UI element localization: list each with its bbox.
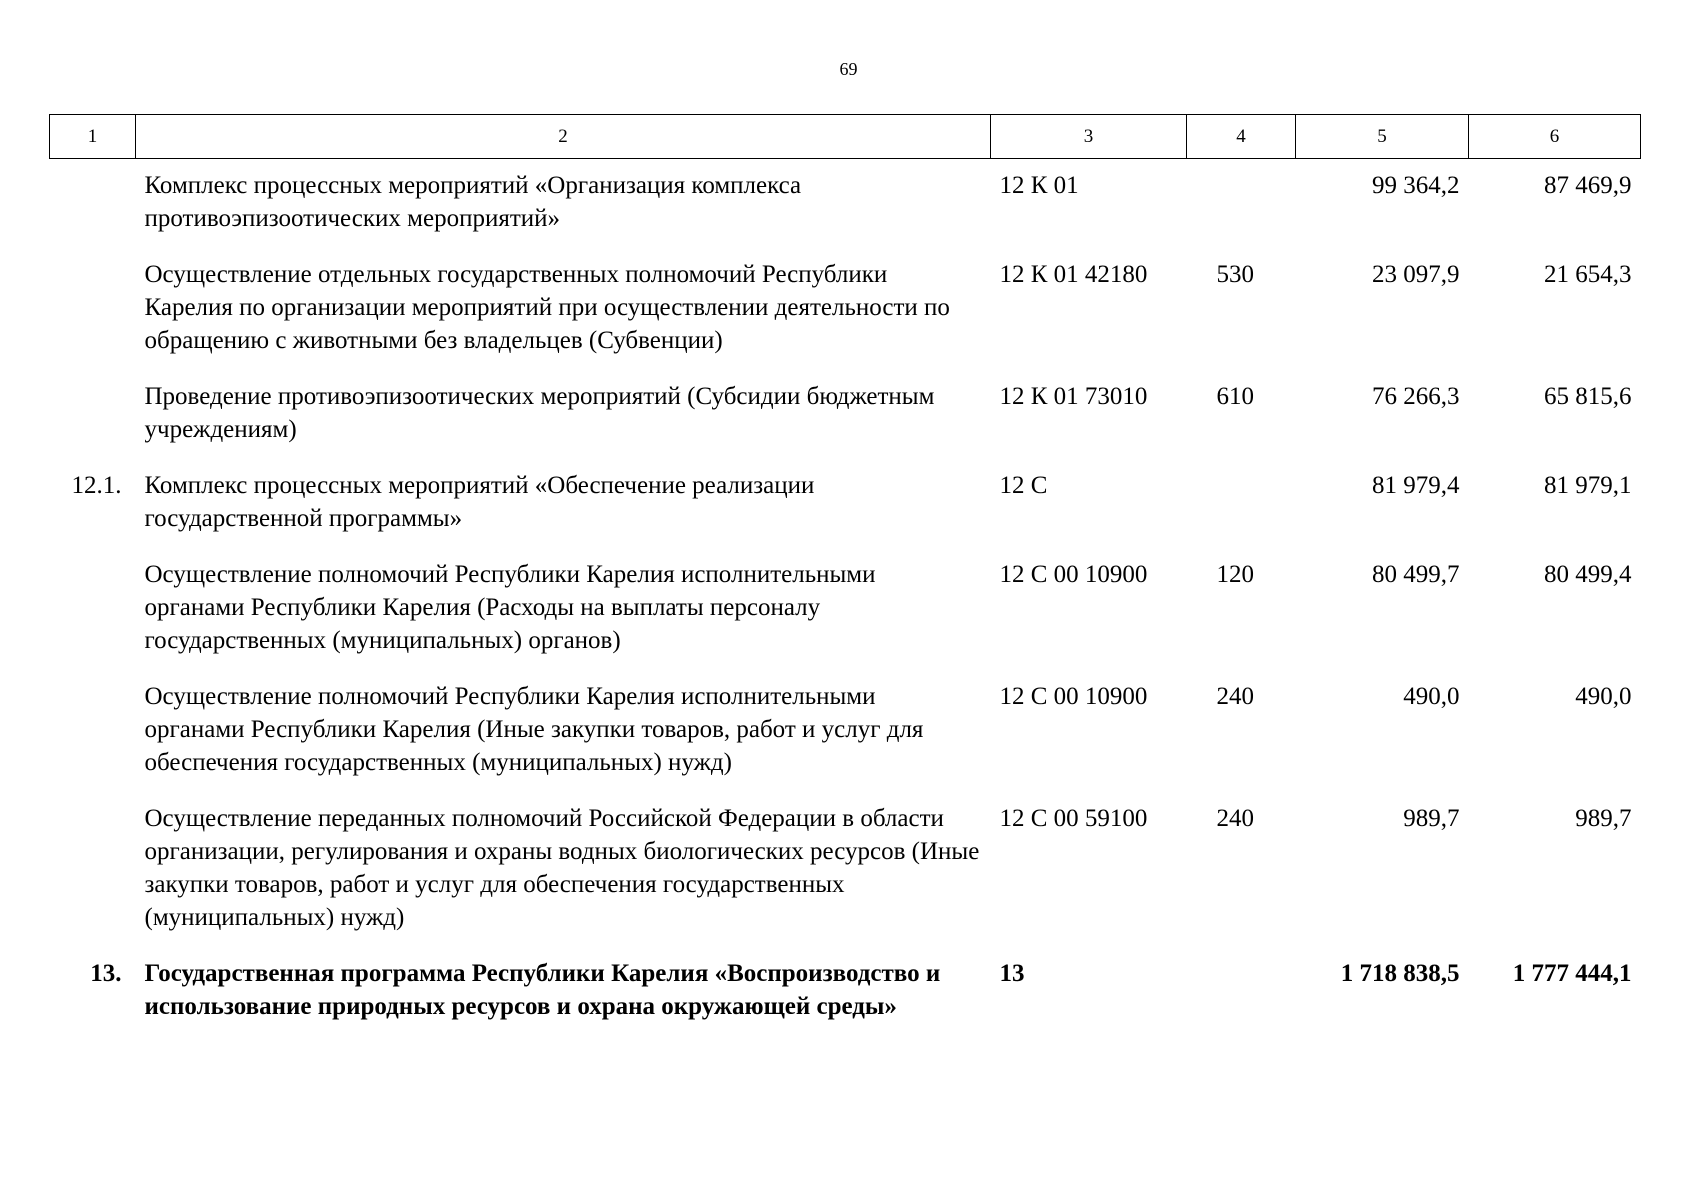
row-amount-col5-cell: 80 499,7 bbox=[1372, 561, 1460, 588]
row-amount-col5-cell: 76 266,3 bbox=[1372, 383, 1460, 410]
row-code-cell: 12 С bbox=[999, 472, 1048, 499]
row-number-cell bbox=[50, 794, 136, 949]
row-expense-type-cell bbox=[1187, 949, 1296, 1038]
row-expense-type-cell bbox=[1187, 159, 1296, 251]
row-amount-col6-cell: 490,0 bbox=[1575, 683, 1632, 710]
row-amount-col6-cell: 87 469,9 bbox=[1544, 172, 1632, 199]
row-amount-col5-cell: 490,0 bbox=[1403, 683, 1460, 710]
row-amount-col5-cell: 99 364,2 bbox=[1372, 172, 1460, 199]
budget-table bbox=[49, 114, 1641, 1038]
row-expense-type-cell: 610 bbox=[1216, 383, 1254, 410]
table-row bbox=[50, 159, 1641, 251]
header-col-3: 3 bbox=[991, 115, 1187, 159]
page-number: 69 bbox=[839, 59, 858, 79]
table-row bbox=[50, 372, 1641, 461]
row-amount-col5-cell: 989,7 bbox=[1403, 805, 1460, 832]
row-name-cell: Проведение противоэпизоотических мероприятий (Субсидии бюджетным учреждениям) bbox=[144, 383, 935, 443]
row-expense-type-cell: 240 bbox=[1216, 805, 1254, 832]
row-code-cell: 12 С 00 10900 bbox=[999, 561, 1148, 588]
row-name-cell: Осуществление полномочий Республики Карелия исполнительными органами Республики Карелия (Расходы на выплаты персоналу государственных (муниципальных) органов) bbox=[144, 561, 876, 654]
row-amount-col6-cell: 1 777 444,1 bbox=[1512, 960, 1632, 987]
table-row bbox=[50, 550, 1641, 672]
table-body bbox=[50, 159, 1641, 1039]
row-expense-type-cell: 240 bbox=[1216, 683, 1254, 710]
row-amount-col5-cell: 1 718 838,5 bbox=[1340, 960, 1460, 987]
row-amount-col5-cell: 23 097,9 bbox=[1372, 261, 1460, 288]
header-col-4: 4 bbox=[1187, 115, 1296, 159]
header-col-5: 5 bbox=[1296, 115, 1469, 159]
table-header bbox=[50, 115, 1641, 159]
row-number-cell bbox=[50, 159, 136, 251]
row-amount-col6-cell: 81 979,1 bbox=[1544, 472, 1632, 499]
row-name-cell: Государственная программа Республики Карелия «Воспроизводство и использование природных ресурсов и охрана окружающей среды» bbox=[144, 960, 941, 1020]
row-number-cell bbox=[50, 550, 136, 672]
row-expense-type-cell: 530 bbox=[1216, 261, 1254, 288]
row-name-cell: Осуществление переданных полномочий Российской Федерации в области организации, регулирования и охраны водных биологических ресурсов (Иные закупки товаров, работ и услуг для обеспечения государственных (муниципальных) нужд) bbox=[144, 805, 980, 931]
row-number-cell: 13. bbox=[90, 960, 122, 987]
row-code-cell: 12 С 00 59100 bbox=[999, 805, 1148, 832]
row-code-cell: 12 С 00 10900 bbox=[999, 683, 1148, 710]
row-amount-col5-cell: 81 979,4 bbox=[1372, 472, 1460, 499]
row-code-cell: 12 К 01 73010 bbox=[999, 383, 1148, 410]
row-code-cell: 13 bbox=[999, 960, 1025, 987]
row-amount-col6-cell: 80 499,4 bbox=[1544, 561, 1632, 588]
row-expense-type-cell bbox=[1187, 461, 1296, 550]
table-row bbox=[50, 461, 1641, 550]
row-amount-col6-cell: 21 654,3 bbox=[1544, 261, 1632, 288]
row-name-cell: Комплекс процессных мероприятий «Организация комплекса противоэпизоотических мероприятий» bbox=[144, 172, 802, 232]
row-expense-type-cell: 120 bbox=[1216, 561, 1254, 588]
row-number-cell bbox=[50, 372, 136, 461]
row-number-cell: 12.1. bbox=[71, 472, 122, 499]
table-row bbox=[50, 672, 1641, 794]
row-number-cell bbox=[50, 250, 136, 372]
header-col-1: 1 bbox=[50, 115, 136, 159]
row-amount-col6-cell: 989,7 bbox=[1575, 805, 1632, 832]
row-number-cell bbox=[50, 672, 136, 794]
row-code-cell: 12 К 01 42180 bbox=[999, 261, 1148, 288]
row-name-cell: Осуществление полномочий Республики Карелия исполнительными органами Республики Карелия (Иные закупки товаров, работ и услуг для обеспечения государственных (муниципальных) нужд) bbox=[144, 683, 924, 776]
header-col-2: 2 bbox=[136, 115, 991, 159]
header-row bbox=[50, 115, 1641, 159]
row-name-cell: Комплекс процессных мероприятий «Обеспечение реализации государственной программы» bbox=[144, 472, 815, 532]
row-code-cell: 12 К 01 bbox=[999, 172, 1079, 199]
row-name-cell: Осуществление отдельных государственных полномочий Республики Карелия по организации мероприятий при осуществлении деятельности по обращению с животными без владельцев (Субвенции) bbox=[144, 261, 950, 354]
header-col-6: 6 bbox=[1469, 115, 1641, 159]
table-row bbox=[50, 949, 1641, 1038]
table-row bbox=[50, 250, 1641, 372]
row-amount-col6-cell: 65 815,6 bbox=[1544, 383, 1632, 410]
table-row bbox=[50, 794, 1641, 949]
